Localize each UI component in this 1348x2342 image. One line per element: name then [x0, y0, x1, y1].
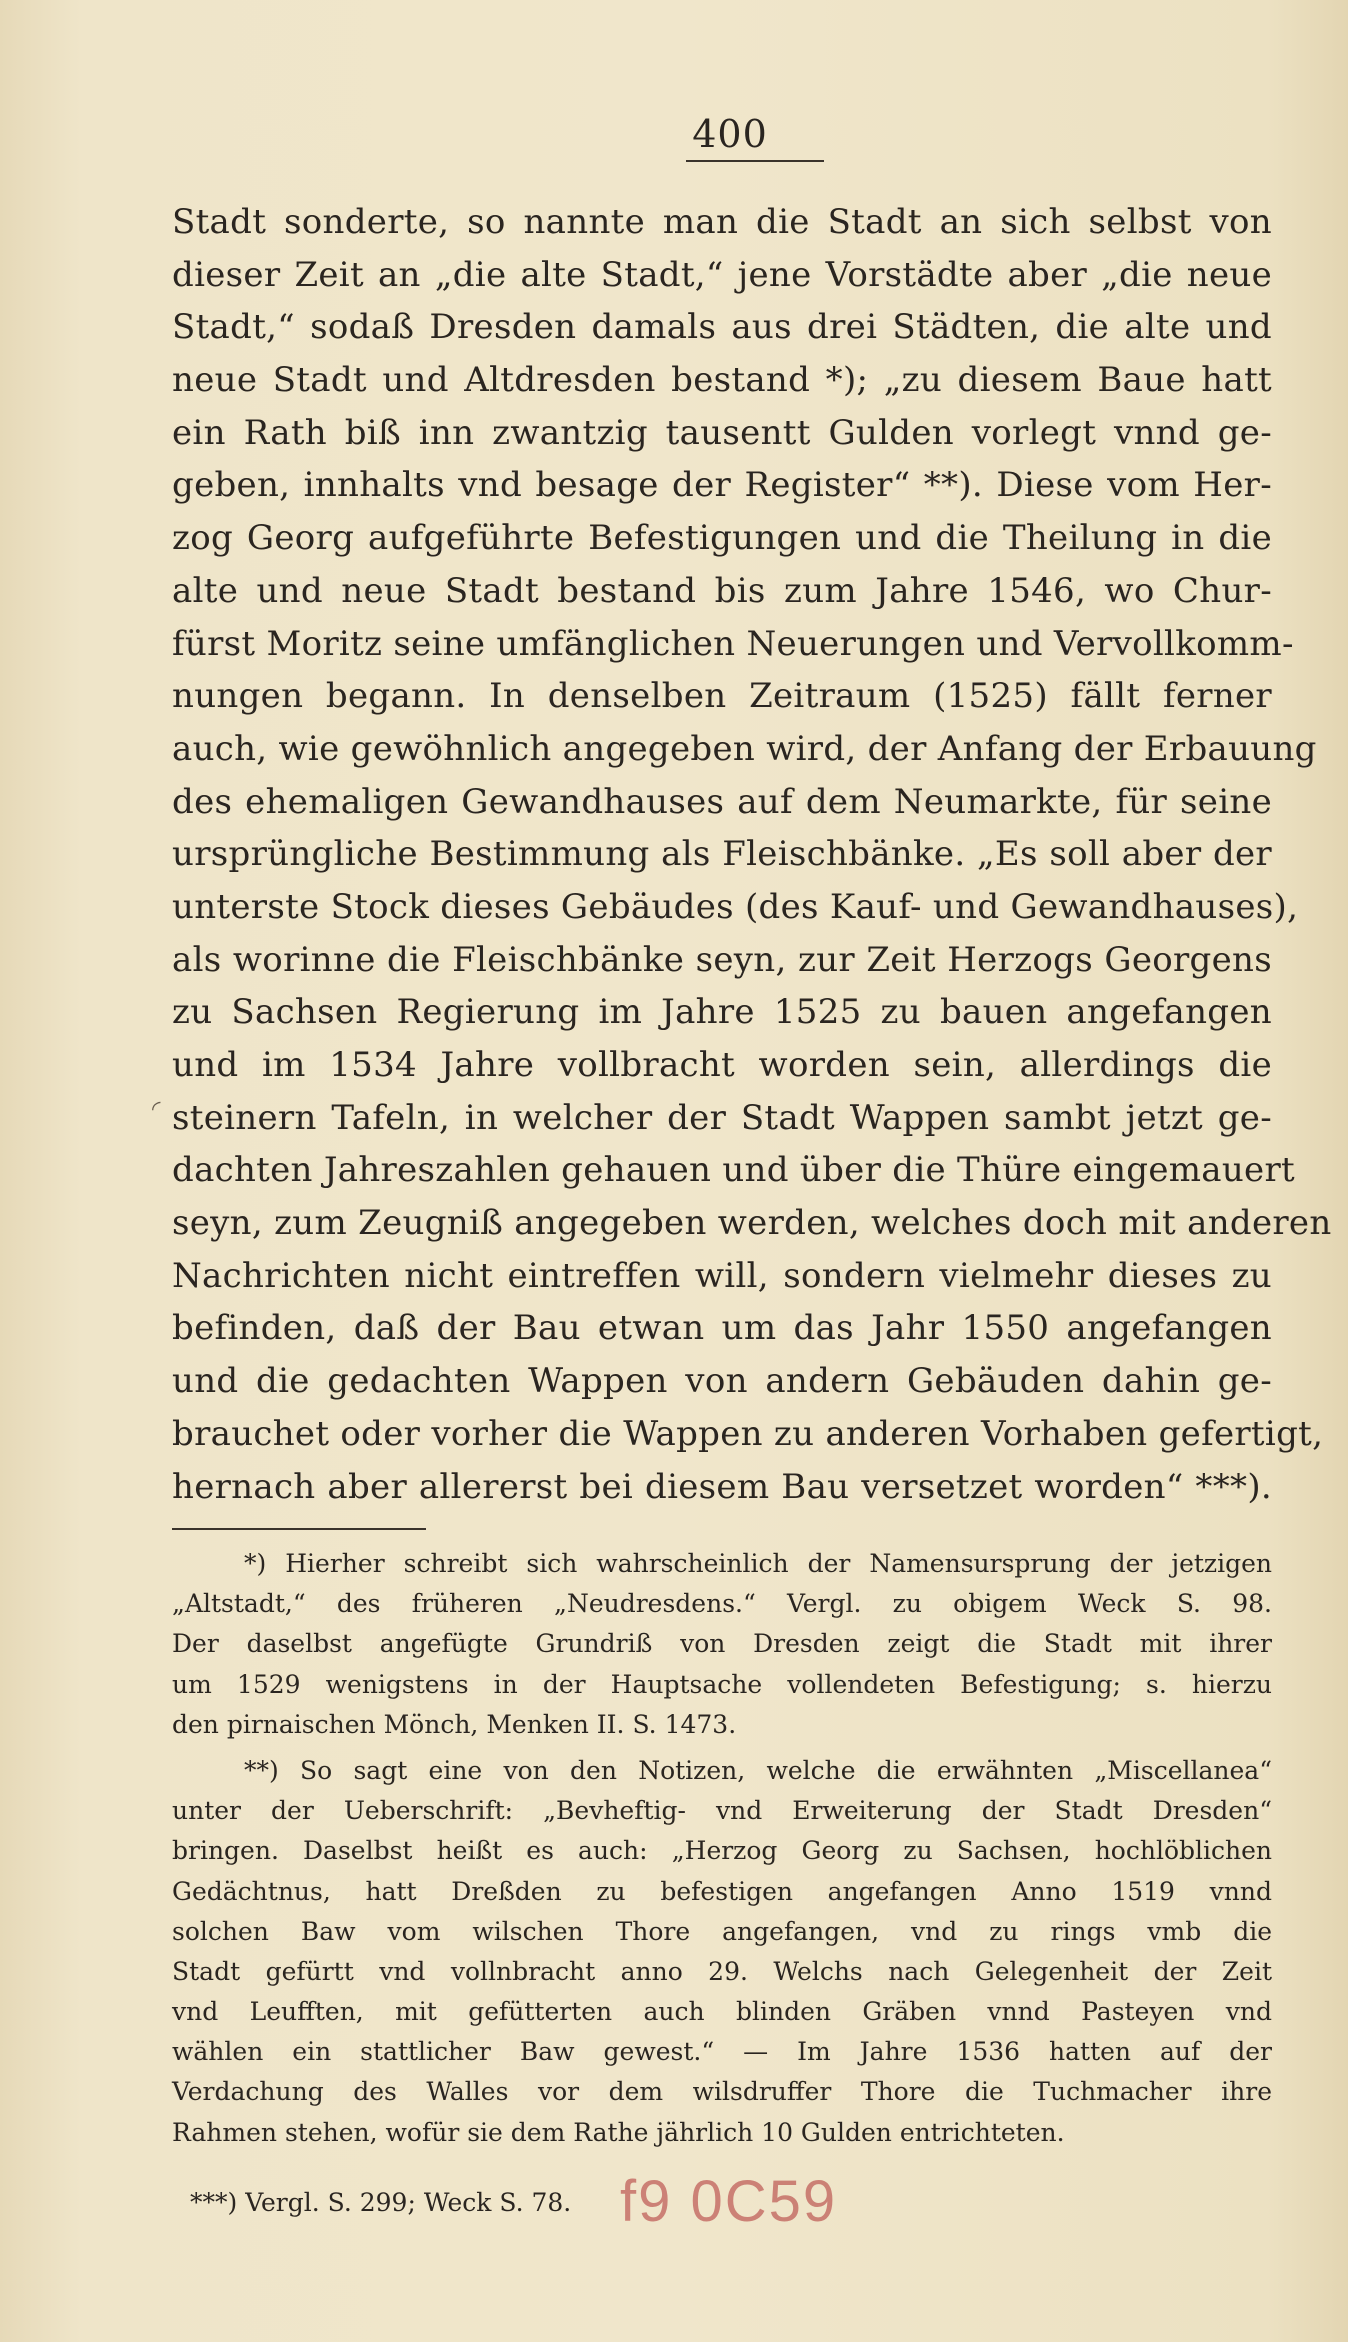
footnote-2-line: unter der Ueberschrift: „Bevheftig- vnd Erweiterung der Stadt Dresden“: [172, 1796, 1272, 1826]
page-number: 400: [692, 112, 768, 156]
text-line: hernach aber allererst bei diesem Bau versetzet worden“ ***).: [172, 1466, 1272, 1507]
footnote-1-line: „Altstadt,“ des früheren „Neudresdens.“ Vergl. zu obigem Weck S. 98.: [172, 1589, 1272, 1619]
text-line: geben, innhalts vnd besage der Register“ **). Diese vom Her-: [172, 465, 1272, 506]
footnote-2-line: **) So sagt eine von den Notizen, welche die erwähnten „Miscellanea“: [244, 1755, 1272, 1785]
text-line: ein Rath biß inn zwantzig tausentt Gulden vorlegt vnnd ge-: [172, 412, 1272, 453]
text-line: und die gedachten Wappen von andern Gebäuden dahin ge-: [172, 1361, 1272, 1402]
text-line: und im 1534 Jahre vollbracht worden sein, allerdings die: [172, 1045, 1272, 1085]
text-line: nungen begann. In denselben Zeitraum (1525) fällt ferner: [172, 676, 1272, 717]
text-line: zu Sachsen Regierung im Jahre 1525 zu bauen angefangen: [172, 992, 1272, 1033]
footnote-rule: [172, 1528, 426, 1530]
text-line: als worinne die Fleischbänke seyn, zur Zeit Herzogs Georgens: [172, 939, 1272, 980]
footnote-2-line: Gedächtnus, hatt Dreßden zu befestigen angefangen Anno 1519 vnnd: [172, 1876, 1272, 1906]
text-line: des ehemaligen Gewandhauses auf dem Neumarkte, für seine: [172, 781, 1272, 822]
footnotes: [172, 1544, 1272, 2153]
text-line: seyn, zum Zeugniß angegeben werden, welches doch mit anderen: [172, 1203, 1332, 1244]
text-line: ursprüngliche Bestimmung als Fleischbänke. „Es soll aber der: [172, 834, 1272, 875]
margin-mark: ◜: [152, 1097, 161, 1122]
text-line: brauchet oder vorher die Wappen zu anderen Vorhaben gefertigt,: [172, 1413, 1324, 1454]
footnote-2-line: Rahmen stehen, wofür sie dem Rathe jährlich 10 Gulden entrichteten.: [172, 2117, 1065, 2147]
footnote-2-line: vnd Leufften, mit gefütterten auch blinden Gräben vnnd Pasteyen vnd: [172, 1997, 1272, 2027]
footnote-1-line: um 1529 wenigstens in der Hauptsache vollendeten Befestigung; s. hierzu: [172, 1669, 1272, 1699]
text-line: fürst Moritz seine umfänglichen Neuerungen und Vervollkomm-: [172, 623, 1294, 664]
footnote-2-line: wählen ein stattlicher Baw gewest.“ — Im Jahre 1536 hatten auf der: [172, 2037, 1272, 2067]
footnote-1-line: den pirnaischen Mönch, Menken II. S. 1473.: [172, 1709, 737, 1739]
footnote-1-line: Der daselbst angefügte Grundriß von Dresden zeigt die Stadt mit ihrer: [172, 1629, 1272, 1659]
text-line: unterste Stock dieses Gebäudes (des Kauf- und Gewandhauses),: [172, 886, 1299, 927]
footnote-2-line: Verdachung des Walles vor dem wilsdruffer Thore die Tuchmacher ihre: [172, 2077, 1272, 2107]
footnote-2-line: Stadt gefürtt vnd vollnbracht anno 29. Welchs nach Gelegenheit der Zeit: [172, 1956, 1272, 1986]
footnote-2-line: solchen Baw vom wilschen Thore angefangen, vnd zu rings vmb die: [172, 1916, 1272, 1946]
text-line: steinern Tafeln, in welcher der Stadt Wappen sambt jetzt ge-: [172, 1097, 1272, 1138]
text-line: auch, wie gewöhnlich angegeben wird, der Anfang der Erbauung: [172, 728, 1317, 769]
footnote-3: ***) Vergl. S. 299; Weck S. 78.: [190, 2188, 572, 2217]
text-line: Stadt sonderte, so nannte man die Stadt an sich selbst von: [172, 202, 1272, 242]
library-stamp: f9 0C59: [620, 2169, 838, 2234]
text-line: Nachrichten nicht eintreffen will, sondern vielmehr dieses zu: [172, 1255, 1272, 1296]
text-line: zog Georg aufgeführte Befestigungen und die Theilung in die: [172, 518, 1272, 559]
text-line: dieser Zeit an „die alte Stadt,“ jene Vorstädte aber „die neue: [172, 254, 1272, 295]
footnote-1-line: *) Hierher schreibt sich wahrscheinlich der Namensursprung der jetzigen: [244, 1549, 1272, 1578]
text-line: Stadt,“ sodaß Dresden damals aus drei Städten, die alte und: [172, 307, 1272, 348]
text-line: alte und neue Stadt bestand bis zum Jahre 1546, wo Chur-: [172, 570, 1272, 611]
text-line: befinden, daß der Bau etwan um das Jahr 1550 angefangen: [172, 1308, 1272, 1349]
main-text: [172, 196, 1332, 1513]
footnote-2-line: bringen. Daselbst heißt es auch: „Herzog Georg zu Sachsen, hochlöblichen: [172, 1836, 1272, 1866]
text-line: neue Stadt und Altdresden bestand *); „zu diesem Baue hatt: [172, 360, 1272, 401]
page-number-rule: [686, 160, 824, 162]
text-line: dachten Jahreszahlen gehauen und über die Thüre eingemauert: [172, 1150, 1295, 1191]
